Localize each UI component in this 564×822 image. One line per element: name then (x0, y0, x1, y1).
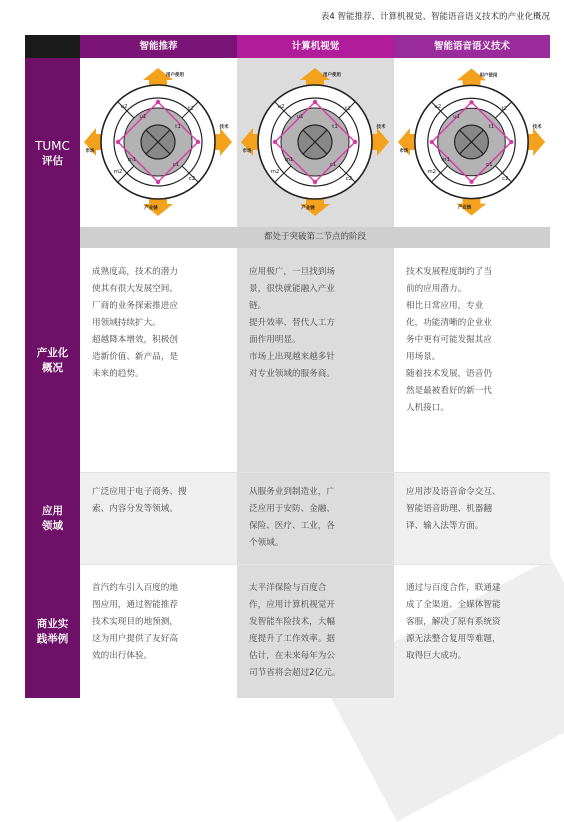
radar-group (84, 68, 232, 216)
cell-line: 索、内容分发等领域。 (92, 504, 178, 514)
cell-line: 景，很快就能融入产业 (249, 284, 335, 294)
column-header-computer-vision: 计算机视觉 (237, 35, 394, 58)
label-t1: t1 (488, 124, 495, 131)
label-industry-chain: 产业链 (301, 206, 315, 211)
row-divider (80, 472, 550, 473)
cell-line: 未来的趋势。 (92, 369, 144, 379)
label-u1: u1 (296, 114, 304, 120)
label-technology: 技术 (376, 125, 386, 130)
diamond-node (156, 100, 160, 104)
radar-group (398, 68, 545, 215)
cell-line: 司节省将会超过2亿元。 (249, 668, 341, 678)
cell-line: 通过与百度合作，联通建 (406, 583, 501, 593)
label-market: 市场 (242, 149, 252, 154)
industrialization-cell-recommendation (80, 264, 237, 383)
label-m2: m2 (427, 168, 437, 175)
table-caption: 表4 智能推荐、计算机视觉、智能语音语义技术的产业化概况 (320, 12, 550, 22)
label-user-usage: 用户使用 (323, 73, 341, 78)
label-c1: c1 (172, 162, 180, 168)
diamond-node (313, 100, 317, 104)
row-label-tumc-line2: 评估 (42, 154, 63, 167)
cell-line: 从服务业到制造业，广 (249, 487, 335, 497)
industrialization-cell-speech (394, 264, 550, 417)
cell-line: 智能语音助理、机器翻 (406, 504, 492, 514)
label-user-usage: 用户使用 (479, 73, 498, 79)
label-c1: c1 (486, 161, 493, 168)
label-market: 市场 (85, 149, 95, 154)
arrow-right-icon (527, 128, 545, 156)
cell-line: 译、输入法等方面。 (406, 521, 484, 531)
diamond-node (509, 140, 513, 144)
cell-line: 作，应用计算机视觉开 (249, 600, 335, 610)
label-t2: t2 (188, 106, 194, 112)
label-user-usage: 用户使用 (166, 73, 184, 78)
cell-line: 个领域。 (249, 538, 284, 548)
industrialization-cell-computer-vision (237, 264, 394, 383)
cell-line: 效的出行体验。 (92, 651, 153, 661)
label-c2: c2 (345, 176, 353, 182)
label-technology: 技术 (219, 125, 229, 130)
label-industry-chain: 产业链 (457, 205, 472, 211)
cell-line: 这为用户提供了友好高 (92, 634, 178, 644)
diamond-node (430, 140, 434, 144)
cell-line: 市场上出现越来越多针 (249, 352, 335, 362)
label-industry-chain: 产业链 (144, 206, 158, 211)
cell-line: 提升效率、替代人工方 (249, 318, 335, 328)
row-label-cases-line2: 践举例 (36, 633, 69, 645)
cell-line: 人机接口。 (406, 403, 449, 413)
diamond-node (273, 140, 277, 144)
row-label-industrialization-line1: 产业化 (36, 347, 69, 359)
label-t1: t1 (332, 124, 338, 130)
cell-line: 使其有很大发展空间。 (92, 284, 178, 294)
tumc-radar-diagram (237, 58, 394, 227)
case-cell-recommendation (80, 580, 237, 665)
row-label-application-line2: 领域 (42, 520, 63, 532)
label-u1: u1 (139, 114, 147, 120)
label-c2: c2 (188, 176, 196, 182)
row-label-application-line1: 应用 (42, 505, 63, 517)
tumc-diagram-recommendation (80, 58, 237, 227)
row-label-tumc (25, 58, 80, 248)
cell-line: 对专业领域的服务商。 (249, 369, 335, 379)
cell-line: 发智能车险技术，大幅 (249, 617, 335, 627)
label-m2: m2 (270, 169, 280, 175)
row-label-industrialization-line2: 概况 (42, 362, 63, 374)
cell-line: 技术实现目的地预测， (92, 617, 178, 627)
label-m1: m1 (284, 157, 294, 163)
label-t2: t2 (345, 106, 351, 112)
tumc-diagram-speech (394, 58, 550, 227)
label-m1: m1 (127, 157, 137, 163)
label-u2: u2 (120, 104, 128, 110)
cell-line: 泛应用于安防、金融、 (249, 504, 335, 514)
case-cell-speech (394, 580, 550, 665)
cell-line: 图应用，通过智能推荐 (92, 600, 178, 610)
tumc-radar-diagram (80, 58, 237, 227)
cell-line: 然是最被看好的新一代 (406, 386, 492, 396)
label-m1: m1 (441, 156, 451, 163)
stage-band: 都处于突破第二节点的阶段 (80, 227, 550, 248)
row-divider (80, 564, 550, 565)
cell-line: 技术发展程度制约了当 (406, 267, 492, 277)
label-t1: t1 (175, 124, 181, 130)
cell-line: 厂商的业务探索推进应 (92, 301, 178, 311)
cell-line: 超越降本增效，积极创 (92, 335, 178, 345)
cell-line: 化，功能清晰的企业业 (406, 318, 492, 328)
radar-group (241, 68, 389, 216)
application-cell-recommendation (80, 484, 237, 518)
cell-line: 估计，在未来每年为公 (249, 651, 335, 661)
cell-line: 造新价值、新产品，是 (92, 352, 178, 362)
diamond-node (469, 100, 473, 104)
row-label-cases (25, 564, 80, 698)
diamond-node (116, 140, 120, 144)
cell-line: 用领域持续扩大。 (92, 318, 161, 328)
cell-line: 度提升了工作效率。据 (249, 634, 335, 644)
cell-line: 前的应用潜力。 (406, 284, 467, 294)
cell-line: 相比日常应用，专业 (406, 301, 484, 311)
label-c2: c2 (502, 175, 509, 182)
column-header-recommendation: 智能推荐 (80, 35, 237, 58)
tumc-diagram-computer-vision (237, 58, 394, 227)
cell-line: 面作用明显。 (249, 335, 301, 345)
row-label-tumc-line1: TUMC (35, 138, 70, 153)
industrialization-table (25, 35, 550, 698)
cell-line: 链。 (249, 301, 267, 311)
diamond-node (469, 180, 473, 184)
cell-line: 务中更有可能发掘其应 (406, 335, 492, 345)
cell-line: 源无法整合复用等难题， (406, 634, 501, 644)
header-corner (25, 35, 80, 58)
cell-line: 太平洋保险与百度合 (249, 583, 327, 593)
cell-line: 客服，解决了原有系统资 (406, 617, 501, 627)
cell-line: 应用极广，一旦找到场 (249, 267, 335, 277)
row-label-application (25, 472, 80, 564)
cell-line: 成了全渠道、全媒体智能 (406, 600, 501, 610)
cell-line: 用场景。 (406, 352, 441, 362)
cell-line: 随着技术发展，语音仍 (406, 369, 492, 379)
column-header-speech-semantics: 智能语音语义技术 (394, 35, 550, 58)
label-u2: u2 (277, 104, 285, 110)
diamond-node (313, 180, 317, 184)
cell-line: 应用涉及语音命令交互、 (406, 487, 501, 497)
diamond-node (196, 140, 200, 144)
diamond-node (353, 140, 357, 144)
cell-line: 广泛应用于电子商务、搜 (92, 487, 187, 497)
label-t2: t2 (501, 106, 508, 113)
tumc-radar-diagram (394, 58, 550, 227)
cell-line: 首汽约车引入百度的地 (92, 583, 178, 593)
label-u1: u1 (453, 114, 461, 121)
application-cell-computer-vision (237, 484, 394, 552)
application-cell-speech (394, 484, 550, 535)
cell-line: 成熟度高，技术的潜力 (92, 267, 178, 277)
label-c1: c1 (329, 162, 337, 168)
arrow-right-icon (371, 128, 389, 156)
label-u2: u2 (434, 104, 442, 111)
row-label-cases-line1: 商业实 (36, 618, 69, 630)
case-cell-computer-vision (237, 580, 394, 682)
label-market: 市场 (399, 148, 409, 154)
label-technology: 技术 (532, 125, 542, 131)
row-label-industrialization (25, 248, 80, 472)
arrow-right-icon (214, 128, 232, 156)
diamond-node (156, 180, 160, 184)
cell-line: 取得巨大成功。 (406, 651, 467, 661)
cell-line: 保险、医疗、工业，各 (249, 521, 335, 531)
label-m2: m2 (113, 169, 123, 175)
